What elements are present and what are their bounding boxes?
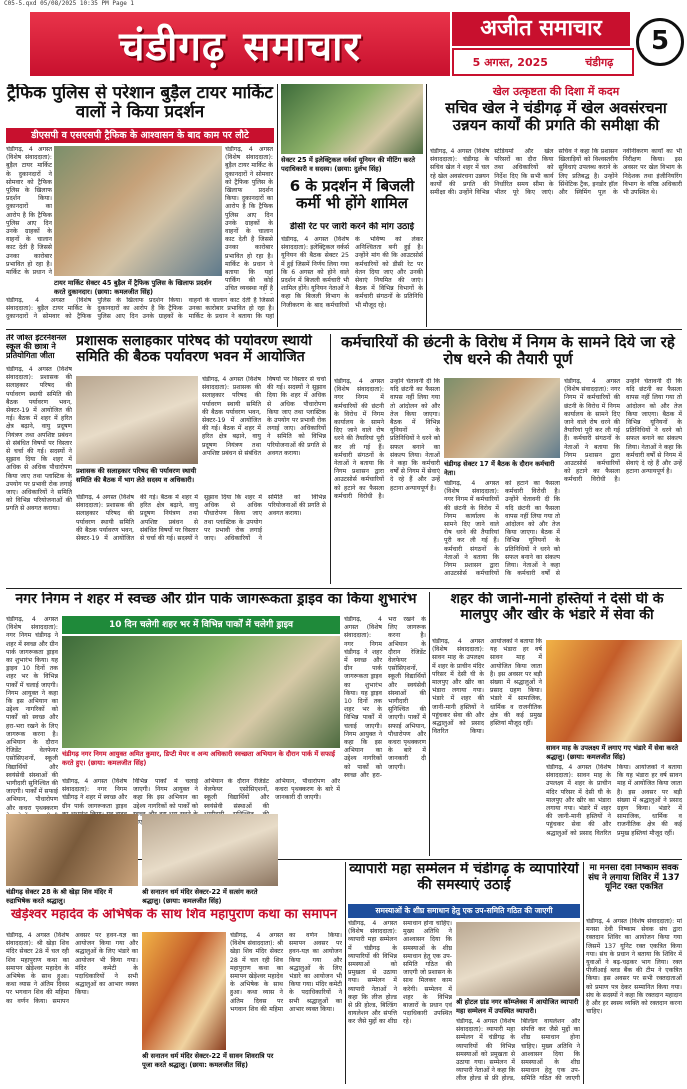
body-traders-conference-b: चंडीगढ़, 4 अगस्त (विशेष संवाददाता): व्यापारी महा सम्मेलन में चंडीगढ़ के व्यापारियों की विभिन्न समस्याओं को प्रमुखता से उठाया गया। सम्मेलन में व्यापारी नेताओं ने कहा कि लीज होल्ड से फ्री होल्ड, बिल्डिंग वायलेशन और संपत्ति कर जैसे मुद्दों का शीघ्र समाधान होना चाहिए। मुख्य अतिथि ने आश्वासन दिया कि समस्याओं के शीघ्र समाधान हेतु एक उप-समिति गठित की जाएगी bbox=[456, 1018, 580, 1083]
headline-shiv-mahapuran: खेड़ेश्वर महादेव के अभिषेक के साथ शिव महापुराण कथा का समापन bbox=[11, 908, 337, 922]
body-school-student: चंडीगढ़, 4 अगस्त (विशेष संवाददाता): प्रशासक की सलाहकार परिषद की पर्यावरण स्थायी समिति की बैठक पर्यावरण भवन, सेक्टर-19 में आयोजित की गई। बैठक में शहर में हरित क्षेत्र बढ़ाने, वायु प्रदूषण नियंत्रण तथा अपशिष्ट प्रबंधन से संबंधित विषयों पर विस्तार से चर्चा की गई। सदस्यों ने सुझाव दिया कि शहर में अधिक से अधिक पौधारोपण किया जाए तथा प्लास्टिक के उपयोग पर प्रभावी रोक लगाई जाए। अधिकारियों ने समिति को विभिन्न परियोजनाओं की प्रगति से अवगत कराया। bbox=[6, 366, 72, 513]
page-slug: C05-5.qxd 05/08/2025 10:35 PM Page 1 bbox=[4, 0, 135, 7]
column-rule bbox=[429, 592, 430, 856]
photo-rudrabhishek bbox=[6, 814, 138, 886]
photo-park-cleaning bbox=[62, 636, 340, 748]
caption-shivratri-puja: श्री सनातन धर्म मंदिर सेक्टर-22 में सावन शिवरात्रि पर पूजा करते श्रद्धालु। (छाया: कमलजीत सिंह) bbox=[142, 1052, 274, 1069]
issue-date-bar bbox=[452, 48, 634, 76]
body-shiv-mahapuran-b: चंडीगढ़, 4 अगस्त (विशेष संवाददाता): श्री खेड़ा शिव मंदिर सेक्टर 28 में चल रही शिव महापुराण कथा का समापन खेड़ेश्वर महादेव के अभिषेक के साथ हुआ। कथा व्यास ने अंतिम दिवस पर भगवान शिव की महिमा का वर्णन किया। समापन अवसर पर हवन-यज्ञ का आयोजन किया गया और श्रद्धालुओं के लिए भंडारे का आयोजन भी किया गया। मंदिर कमेटी के पदाधिकारियों ने सभी श्रद्धालुओं का आभार व्यक्त किया। bbox=[230, 932, 342, 1013]
body-corporation-protest-b: चंडीगढ़, 4 अगस्त (विशेष संवाददाता): नगर निगम में कर्मचारियों की छंटनी के विरोध में निगम कार्यालय के सामने दिए जाने वाले रोष धरने की तैयारियां पूरी कर ली गई हैं। कर्मचारी संगठनों के नेताओं ने बताया कि निगम प्रशासन द्वारा आउटसोर्स कर्मचारियों को हटाने का फैसला कर्मचारी विरोधी है। उन्होंने चेतावनी दी कि यदि छंटनी का फैसला वापस नहीं लिया गया तो आंदोलन को और तेज किया जाएगा। बैठक में विभिन्न यूनियनों के प्रतिनिधियों ने धरने को सफल बनाने का संकल्प लिया। नेताओं ने कहा कि कर्मचारी वर्षों से bbox=[444, 480, 560, 578]
photo-environment-meeting bbox=[76, 376, 198, 464]
body-bhandara-b: चंडीगढ़, 4 अगस्त (विशेष संवाददाता): सावन माह के उपलक्ष्य में शहर के प्राचीन मंदिर परिसर में देसी घी के मालपुए और खीर का भंडारा लगाया गया। भंडारे में शहर की जानी-मानी हस्तियों ने पहुंचकर सेवा की और श्रद्धालुओं को प्रसाद वितरित किया। आयोजकों ने बताया कि यह भंडारा हर वर्ष सावन माह में आयोजित किया जाता है। इस अवसर पर बड़ी संख्या में श्रद्धालुओं ने प्रसाद ग्रहण किया। भंडारे में सामाजिक, धार्मिक व राजनीतिक क्षेत्र की कई प्रमुख हस्तियां मौजूद रहीं। bbox=[546, 764, 682, 837]
body-environment-committee-a: चंडीगढ़, 4 अगस्त (विशेष संवाददाता): प्रशासक की सलाहकार परिषद की पर्यावरण स्थायी समिति की बैठक पर्यावरण भवन, सेक्टर-19 में आयोजित की गई। बैठक में शहर में हरित क्षेत्र बढ़ाने, वायु प्रदूषण नियंत्रण तथा अपशिष्ट प्रबंधन से संबंधित विषयों पर विस्तार से चर्चा की गई। सदस्यों ने सुझाव दिया कि शहर में अधिक से अधिक पौधारोपण किया जाए तथा प्लास्टिक के उपयोग पर प्रभावी रोक लगाई जाए। अधिकारियों ने समिति को विभिन्न परियोजनाओं की प्रगति से अवगत कराया। bbox=[202, 376, 326, 457]
issue-city: चंडीगढ़ bbox=[585, 55, 614, 69]
headline-traders-conference: व्यापारी महा सम्मेलन में चंडीगढ़ के व्यापारियों की समस्याएं उठाई bbox=[349, 862, 579, 893]
headline-corporation-protest: कर्मचारियों की छंटनी के विरोध में निगम के सामने दिये जा रहे रोष धरने की तैयारी पूर्ण bbox=[341, 334, 675, 368]
body-green-park-drive-c: चंडीगढ़, 4 अगस्त (विशेष संवाददाता): नगर निगम चंडीगढ़ ने शहर में स्वच्छ और ग्रीन पार्क जागरूकता ड्राइव का शुभारंभ किया। यह ड्राइव 10 दिनों तक शहर भर के विभिन्न पार्कों में चलाई जाएगी। निगम आयुक्त ने कहा कि इस अभियान का उद्देश्य नागरिकों को पार्कों को स्वच्छ और हरा-भरा रखने के लिए जागरूक करना है। अभियान के दौरान रेजिडेंट वेलफेयर एसोसिएशनों, स्कूली विद्यार्थियों और स्वयंसेवी संस्थाओं की भागीदारी सुनिश्चित की जाएगी। पार्कों में सफाई अभियान, पौधारोपण और कचरा पृथक्करण के बारे में जानकारी दी जाएगी। bbox=[344, 616, 426, 779]
headline-bhandara: शहर की जानी-मानी हस्तियों ने देसी घी के मालपुए और खीर के भंडारे में सेवा की bbox=[450, 592, 664, 623]
body-bhandara-a: चंडीगढ़, 4 अगस्त (विशेष संवाददाता): सावन माह के उपलक्ष्य में शहर के प्राचीन मंदिर परिसर में देसी घी के मालपुए और खीर का भंडारा लगाया गया। भंडारे में शहर की जानी-मानी हस्तियों ने पहुंचकर सेवा की और श्रद्धालुओं को प्रसाद वितरित किया। आयोजकों ने बताया कि यह भंडारा हर वर्ष सावन माह में आयोजित किया जाता है। इस अवसर पर बड़ी संख्या में श्रद्धालुओं ने प्रसाद ग्रहण किया। भंडारे में सामाजिक, धार्मिक व राजनीतिक क्षेत्र की कई प्रमुख हस्तियां मौजूद रहीं। bbox=[432, 638, 542, 736]
issue-date: 5 अगस्त, 2025 bbox=[472, 55, 548, 69]
paper-nameplate bbox=[452, 12, 684, 76]
headline-school-student: तेरे जोश्त इंटरनेशनल स्कूल की छात्रा ने प्रतियोगिता जीता bbox=[6, 334, 67, 360]
headline-blood-donation: मां मनसा देवी निष्काम सेवक संघ ने लगाया शिविर में 137 यूनिट रक्त एकत्रित bbox=[588, 864, 680, 893]
masthead-word-samachar: समाचार bbox=[243, 23, 361, 70]
subhead-tyre-market: डीएसपी व एसएसपी ट्रैफिक के आश्वासन के बाद काम पर लौटे bbox=[6, 128, 274, 143]
subhead-traders-conference: समस्याओं के शीघ्र समाधान हेतु एक उप-समिति गठित की जाएगी bbox=[348, 904, 580, 918]
subhead-green-park-drive: 10 दिन चलेगी शहर भर में विभिन्न पार्कों में चलेगी ड्राइव bbox=[62, 616, 340, 634]
body-corporation-protest-c: चंडीगढ़, 4 अगस्त (विशेष संवाददाता): नगर निगम में कर्मचारियों की छंटनी के विरोध में निगम कार्यालय के सामने दिए जाने वाले रोष धरने की तैयारियां पूरी कर ली गई हैं। कर्मचारी संगठनों के नेताओं ने बताया कि निगम प्रशासन द्वारा आउटसोर्स कर्मचारियों को हटाने का फैसला कर्मचारी विरोधी है। उन्होंने चेतावनी दी कि यदि छंटनी का फैसला वापस नहीं लिया गया तो आंदोलन को और तेज किया जाएगा। बैठक में विभिन्न यूनियनों के प्रतिनिधियों ने धरने को सफल बनाने का संकल्प लिया। नेताओं ने कहा कि कर्मचारी वर्षों से निगम में सेवाएं दे रहे हैं और उन्हें हटाना अन्यायपूर्ण है। bbox=[564, 378, 682, 484]
photo-tyre-protest bbox=[54, 146, 222, 276]
headline-tyre-market: ट्रैफिक पुलिस से परेशान बुड़ैल टायर मार्किट वालों ने किया प्रदर्शन bbox=[7, 84, 273, 123]
caption-traders-conference: श्री होटल ग्रांड नगर कॉम्प्लेक्स में आयोजित व्यापारी महा सम्मेलन में उपस्थित व्यापारी। bbox=[456, 998, 579, 1015]
masthead-word-chandigarh: चंडीगढ़ bbox=[119, 23, 226, 70]
row-rule bbox=[6, 588, 682, 589]
caption-satsang: श्री सनातन धर्म मंदिर सेक्टर-22 में सत्संग करते श्रद्धालु। (छाया: कमलजीत सिंह) bbox=[142, 888, 258, 905]
caption-rudrabhishek: चंडीगढ़ सेक्टर 28 के श्री खेड़ा शिव मंदिर में रुद्राभिषेक करते श्रद्धालु। bbox=[6, 888, 113, 905]
headline-electrical-workers: 6 के प्रदर्शन में बिजली कर्मी भी होंगे शामिल bbox=[289, 178, 415, 212]
body-corporation-protest-a: चंडीगढ़, 4 अगस्त (विशेष संवाददाता): नगर निगम में कर्मचारियों की छंटनी के विरोध में निगम कार्यालय के सामने दिए जाने वाले रोष धरने की तैयारियां पूरी कर ली गई हैं। कर्मचारी संगठनों के नेताओं ने बताया कि निगम प्रशासन द्वारा आउटसोर्स कर्मचारियों को हटाने का फैसला कर्मचारी विरोधी है। उन्होंने चेतावनी दी कि यदि छंटनी का फैसला वापस नहीं लिया गया तो आंदोलन को और तेज किया जाएगा। बैठक में विभिन्न यूनियनों के प्रतिनिधियों ने धरने को सफल बनाने का संकल्प लिया। नेताओं ने कहा कि कर्मचारी वर्षों से निगम में सेवाएं दे रहे हैं और उन्हें हटाना अन्यायपूर्ण है। bbox=[334, 378, 440, 500]
caption-tyre-protest: टायर मार्किट सेक्टर 45 बुड़ैल में ट्रैफिक पुलिस के खिलाफ प्रदर्शन करते दुकानदार। (छाया: कमलजीत सिंह) bbox=[54, 279, 212, 296]
column-rule bbox=[330, 334, 331, 584]
body-tyre-market-b: चंडीगढ़, 4 अगस्त (विशेष संवाददाता): बुड़ैल टायर मार्किट के दुकानदारों ने सोमवार को ट्रैफिक पुलिस के खिलाफ प्रदर्शन किया। दुकानदारों का आरोप है कि ट्रैफिक पुलिस आए दिन उनके ग्राहकों के वाहनों के चालान काट देती है जिससे उनका कारोबार प्रभावित हो रहा है। मार्किट के प्रधान ने बताया कि यहां पार्किंग की कोई उचित व्यवस्था नहीं है bbox=[225, 146, 273, 293]
column-rule bbox=[426, 84, 427, 327]
body-shiv-mahapuran-a: चंडीगढ़, 4 अगस्त (विशेष संवाददाता): श्री खेड़ा शिव मंदिर सेक्टर 28 में चल रही शिव महापुराण कथा का समापन खेड़ेश्वर महादेव के अभिषेक के साथ हुआ। कथा व्यास ने अंतिम दिवस पर भगवान शिव की महिमा का वर्णन किया। समापन अवसर पर हवन-यज्ञ का आयोजन किया गया और श्रद्धालुओं के लिए भंडारे का आयोजन भी किया गया। मंदिर कमेटी के पदाधिकारियों ने सभी श्रद्धालुओं का आभार व्यक्त किया। bbox=[6, 932, 138, 1005]
caption-environment-meeting: प्रशासक की सलाहकार परिषद की पर्यावरण स्थायी समिति की बैठक में भाग लेते सदस्य व अधिकारी। bbox=[76, 467, 197, 484]
subhead-electrical-workers: डीसी रेट पर जारी करने की मांग उठाई bbox=[289, 222, 415, 232]
photo-satsang bbox=[142, 814, 278, 886]
headline-green-park-drive: नगर निगम ने शहर में स्वच्छ और ग्रीन पार्क जागरूकता ड्राइव का किया शुभारंभ bbox=[15, 592, 417, 607]
photo-bhandara bbox=[546, 640, 682, 742]
paper-name: अजीत समाचार bbox=[452, 12, 630, 46]
body-green-park-drive-b: चंडीगढ़, 4 अगस्त (विशेष संवाददाता): नगर निगम चंडीगढ़ ने शहर में स्वच्छ और ग्रीन पार्क जागरूकता ड्राइव विभिन्न पार्कों में चलाई जाएगी। निगम आयुक्त ने कहा कि इस अभियान का उद्देश्य नागरिकों को पार्कों को स्वच्छ अभियान के दौरान रेजिडेंट वेलफेयर एसोसिएशनों, स्कूली विद्यार्थियों और स्वयंसेवी संस्थाओं की अभियान, पौधारोपण और कचरा पृथक्करण के बारे में जानकारी दी जाएगी। bbox=[62, 778, 340, 818]
body-environment-committee-b: चंडीगढ़, 4 अगस्त (विशेष संवाददाता): प्रशासक की सलाहकार परिषद की पर्यावरण स्थायी समिति की बैठक पर्यावरण भवन, सेक्टर-19 में आयोजित की गई। बैठक में शहर में हरित क्षेत्र बढ़ाने, वायु प्रदूषण नियंत्रण तथा अपशिष्ट प्रबंधन से संबंधित विषयों पर विस्तार से चर्चा की गई। सदस्यों ने सुझाव दिया कि शहर में अधिक से अधिक पौधारोपण किया जाए तथा प्लास्टिक के उपयोग पर प्रभावी रोक लगाई जाए। अधिकारियों ने समिति को विभिन्न परियोजनाओं की प्रगति से अवगत कराया। bbox=[76, 494, 326, 543]
column-rule bbox=[583, 862, 584, 1084]
headline-sports-infrastructure: सचिव खेल ने चंडीगढ़ में खेल अवसंरचना उन्नयन कार्यों की प्रगति की समीक्षा की bbox=[445, 100, 667, 134]
body-sports-infrastructure: चंडीगढ़, 4 अगस्त (विशेष संवाददाता): चंडीगढ़ के सचिव खेल ने शहर में चल रहे खेल अवसंरचना उन्नयन कार्यों की प्रगति की समीक्षा की। उन्होंने विभिन्न स्टेडियमों और खेल परिसरों का दौरा किया तथा अधिकारियों को निर्देश दिए कि सभी कार्य निर्धारित समय सीमा के भीतर पूरे किए जाएं। सचिव ने कहा कि प्रशासन खिलाड़ियों को विश्वस्तरीय सुविधाएं उपलब्ध कराने के लिए प्रतिबद्ध है। उन्होंने सिंथेटिक ट्रैक, इनडोर हॉल और स्विमिंग पूल के नवीनीकरण कार्यों का भी निरीक्षण किया। इस अवसर पर खेल विभाग के निदेशक तथा इंजीनियरिंग विभाग के वरिष्ठ अधिकारी भी उपस्थित थे। bbox=[430, 148, 682, 197]
body-blood-donation: चंडीगढ़, 4 अगस्त (विशेष संवाददाता): मां मनसा देवी निष्काम सेवक संघ द्वारा रक्तदान शिविर का आयोजन किया गया जिसमें 137 यूनिट रक्त एकत्रित किया गया। संघ के प्रधान ने बताया कि शिविर में युवाओं ने बढ़-चढ़कर भाग लिया। रक्त पीजीआई ब्लड बैंक की टीम ने एकत्रित किया। इस अवसर पर सभी रक्तदाताओं को प्रमाण पत्र देकर सम्मानित किया गया। संघ के सदस्यों ने कहा कि रक्तदान महादान है और हर स्वस्थ व्यक्ति को रक्तदान करना चाहिए। bbox=[586, 918, 682, 1016]
body-tyre-market-c: चंडीगढ़, 4 अगस्त (विशेष संवाददाता): बुड़ैल टायर मार्किट के दुकानदारों ने सोमवार को ट्रैफिक पुलिस के खिलाफ प्रदर्शन किया। दुकानदारों का आरोप है कि ट्रैफिक पुलिस आए दिन उनके ग्राहकों के वाहनों के चालान काट देती है जिससे उनका कारोबार प्रभावित हो रहा है। मार्किट के प्रधान ने बताया कि यहां bbox=[6, 297, 274, 321]
body-green-park-drive-a: चंडीगढ़, 4 अगस्त (विशेष संवाददाता): नगर निगम चंडीगढ़ ने शहर में स्वच्छ और ग्रीन पार्क जागरूकता ड्राइव का शुभारंभ किया। यह ड्राइव 10 दिनों तक शहर भर के विभिन्न पार्कों में चलाई जाएगी। निगम आयुक्त ने कहा कि इस अभियान का उद्देश्य नागरिकों को पार्कों को स्वच्छ और हरा-भरा रखने के लिए जागरूक करना है। अभियान के दौरान रेजिडेंट वेलफेयर एसोसिएशनों, स्कूली विद्यार्थियों और स्वयंसेवी संस्थाओं की भागीदारी सुनिश्चित की जाएगी। पार्कों में सफाई अभियान, पौधारोपण और कचरा पृथक्करण bbox=[6, 616, 58, 812]
kicker-sports: खेल उत्कृष्टता की दिशा में कदम bbox=[492, 85, 620, 98]
photo-traders-conference bbox=[456, 922, 580, 996]
caption-bhandara: सावन माह के उपलक्ष्य में लगाए गए भंडारे में सेवा करते श्रद्धालु। (छाया: कमलजीत सिंह) bbox=[546, 744, 678, 761]
section-masthead bbox=[30, 12, 450, 76]
caption-electrical-union: सेक्टर 25 में इलेक्ट्रिकल वर्कर्स यूनियन की मीटिंग करते पदाधिकारी व सदस्य। (छाया: दुर्लभ सिंह) bbox=[281, 156, 415, 173]
photo-electrical-union bbox=[281, 84, 423, 154]
column-rule bbox=[345, 862, 346, 1084]
caption-employees-meeting: चंडीगढ़ सेक्टर 17 में बैठक के दौरान कर्मचारी नेता। bbox=[444, 460, 555, 477]
body-traders-conference-a: चंडीगढ़, 4 अगस्त (विशेष संवाददाता): व्यापारी महा सम्मेलन में चंडीगढ़ के व्यापारियों की विभिन्न समस्याओं को प्रमुखता से उठाया गया। सम्मेलन में व्यापारी नेताओं ने कहा कि लीज होल्ड से फ्री होल्ड, बिल्डिंग वायलेशन और संपत्ति कर जैसे मुद्दों का शीघ्र समाधान होना चाहिए। मुख्य अतिथि ने आश्वासन दिया कि समस्याओं के शीघ्र समाधान हेतु एक उप-समिति गठित की जाएगी जो प्रशासन के साथ मिलकर काम करेगी। सम्मेलन में शहर के विभिन्न बाजारों के प्रधान एवं पदाधिकारी उपस्थित रहे। bbox=[348, 920, 452, 1026]
column-rule bbox=[277, 84, 278, 327]
body-tyre-market-a: चंडीगढ़, 4 अगस्त (विशेष संवाददाता): बुड़ैल टायर मार्किट के दुकानदारों ने सोमवार को ट्रैफिक पुलिस के खिलाफ प्रदर्शन किया। दुकानदारों का आरोप है कि ट्रैफिक पुलिस आए दिन उनके ग्राहकों के वाहनों के चालान काट देती है जिससे उनका कारोबार प्रभावित हो रहा है। मार्किट के प्रधान ने bbox=[6, 146, 52, 276]
caption-park-cleaning: चंडीगढ़ नगर निगम आयुक्त अमित कुमार, डिप्टी मेयर व अन्य अधिकारी स्वच्छता अभियान के दौरान पार्क में सफाई करते हुए। (छाया: कमलजीत सिंह) bbox=[62, 750, 336, 767]
headline-environment-committee: प्रशासक सलाहकार परिषद की पर्यावरण स्थायी समिति की बैठक पर्यावरण भवन में आयोजित bbox=[76, 334, 312, 365]
row-rule bbox=[6, 329, 682, 330]
photo-shivratri-puja bbox=[142, 932, 226, 1050]
photo-employees-meeting bbox=[444, 378, 560, 458]
body-electrical-workers: चंडीगढ़, 4 अगस्त (विशेष संवाददाता): इलेक्ट्रिकल वर्कर्स यूनियन की बैठक सेक्टर 25 में हुई जिसमें निर्णय लिया गया कि 6 अगस्त को होने वाले प्रदर्शन में बिजली कर्मचारी भी शामिल होंगे। यूनियन नेताओं ने कहा कि बिजली विभाग के निजीकरण के बाद कर्मचारियों के भविष्य को लेकर अनिश्चितता बनी हुई है। उन्होंने मांग की कि आउटसोर्स कर्मचारियों को डीसी रेट पर वेतन दिया जाए और उनकी सेवाएं नियमित की जाएं। बैठक में विभिन्न विभागों के कर्मचारी संगठनों के प्रतिनिधि भी मौजूद रहे। bbox=[281, 236, 423, 309]
page-number: 5 bbox=[636, 18, 684, 66]
